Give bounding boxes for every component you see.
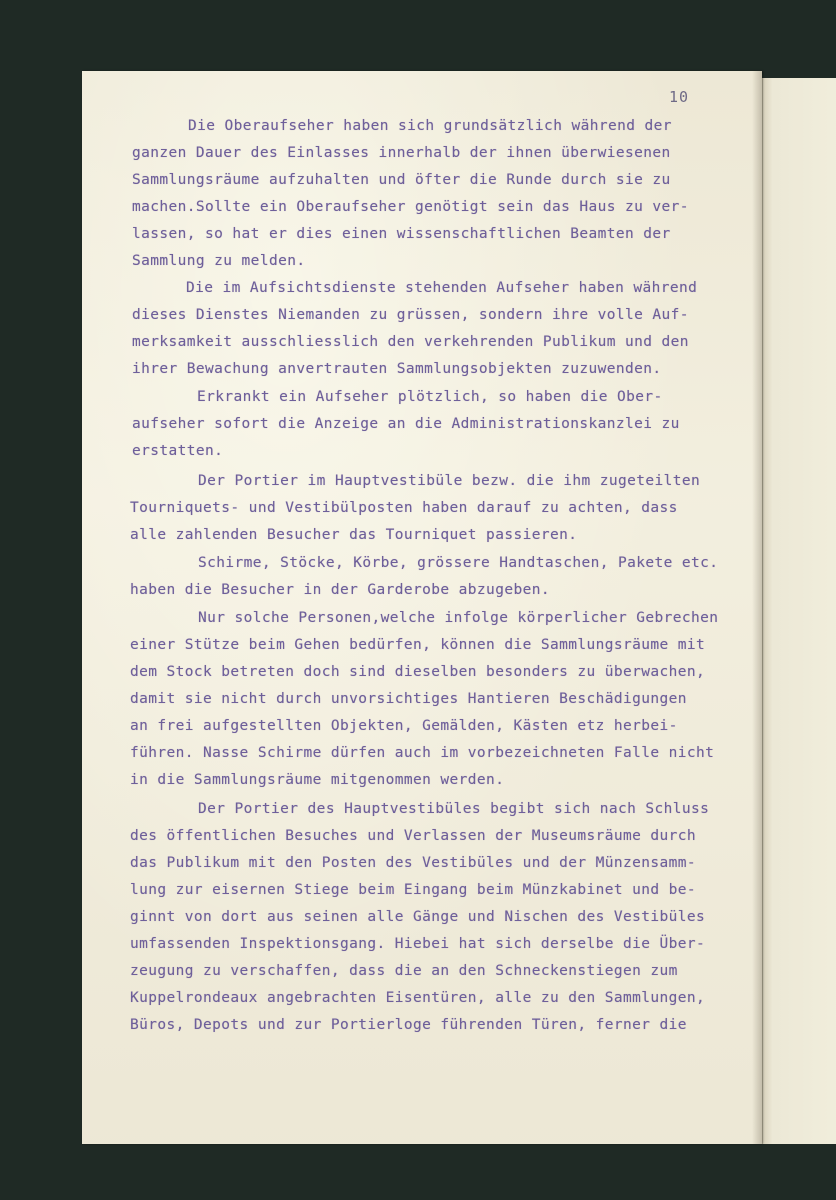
text-line: lassen, so hat er dies einen wissenschaftlichen Beamten der bbox=[132, 226, 671, 242]
text-line: Der Portier im Hauptvestibüle bezw. die ihm zugeteilten bbox=[198, 473, 701, 489]
text-line: erstatten. bbox=[132, 443, 224, 459]
text-line: einer Stütze beim Gehen bedürfen, können die Sammlungsräume mit bbox=[130, 637, 706, 653]
text-line: umfassenden Inspektionsgang. Hiebei hat sich derselbe die Über- bbox=[130, 936, 706, 952]
text-line: ginnt von dort aus seinen alle Gänge und Nischen des Vestibüles bbox=[130, 909, 706, 925]
text-line: Sammlung zu melden. bbox=[132, 253, 306, 269]
text-line: Die im Aufsichtsdienste stehenden Aufseher haben während bbox=[186, 280, 698, 296]
text-line: dem Stock betreten doch sind dieselben besonders zu überwachen, bbox=[130, 664, 706, 680]
text-line: Sammlungsräume aufzuhalten und öfter die Runde durch sie zu bbox=[132, 172, 671, 188]
text-line: an frei aufgestellten Objekten, Gemälden, Kästen etz herbei- bbox=[130, 718, 678, 734]
text-line: lung zur eisernen Stiege beim Eingang beim Münzkabinet und be- bbox=[130, 882, 697, 898]
text-line: machen.Sollte ein Oberaufseher genötigt sein das Haus zu ver- bbox=[132, 199, 689, 215]
text-line: führen. Nasse Schirme dürfen auch im vorbezeichneten Falle nicht bbox=[130, 745, 715, 761]
text-line: Schirme, Stöcke, Körbe, grössere Handtaschen, Pakete etc. bbox=[198, 555, 719, 571]
text-line: alle zahlenden Besucher das Tourniquet passieren. bbox=[130, 527, 578, 543]
text-line: ihrer Bewachung anvertrauten Sammlungsobjekten zuzuwenden. bbox=[132, 361, 662, 377]
text-line: Tourniquets- und Vestibülposten haben darauf zu achten, dass bbox=[130, 500, 678, 516]
text-line: in die Sammlungsräume mitgenommen werden. bbox=[130, 772, 505, 788]
page-fold-shadow bbox=[752, 71, 762, 1144]
text-line: ganzen Dauer des Einlasses innerhalb der ihnen überwiesenen bbox=[132, 145, 671, 161]
text-line: Kuppelrondeaux angebrachten Eisentüren, alle zu den Sammlungen, bbox=[130, 990, 706, 1006]
text-line: dieses Dienstes Niemanden zu grüssen, sondern ihre volle Auf- bbox=[132, 307, 689, 323]
text-line: das Publikum mit den Posten des Vestibüles und der Münzensamm- bbox=[130, 855, 697, 871]
text-line: Erkrankt ein Aufseher plötzlich, so haben die Ober- bbox=[197, 389, 663, 405]
text-line: damit sie nicht durch unvorsichtiges Hantieren Beschädigungen bbox=[130, 691, 687, 707]
text-line: Nur solche Personen,welche infolge körperlicher Gebrechen bbox=[198, 610, 719, 626]
text-line: aufseher sofort die Anzeige an die Administrationskanzlei zu bbox=[132, 416, 680, 432]
text-line: Büros, Depots und zur Portierloge führenden Türen, ferner die bbox=[130, 1017, 687, 1033]
text-line: Die Oberaufseher haben sich grundsätzlich während der bbox=[188, 118, 672, 134]
text-line: zeugung zu verschaffen, dass die an den Schneckenstiegen zum bbox=[130, 963, 678, 979]
text-line: des öffentlichen Besuches und Verlassen der Museumsräume durch bbox=[130, 828, 697, 844]
page-number: 10 bbox=[669, 88, 690, 106]
adjacent-page-edge bbox=[762, 78, 836, 1144]
text-line: Der Portier des Hauptvestibüles begibt sich nach Schluss bbox=[198, 801, 710, 817]
text-line: haben die Besucher in der Garderobe abzugeben. bbox=[130, 582, 550, 598]
text-line: merksamkeit ausschliesslich den verkehrenden Publikum und den bbox=[132, 334, 689, 350]
